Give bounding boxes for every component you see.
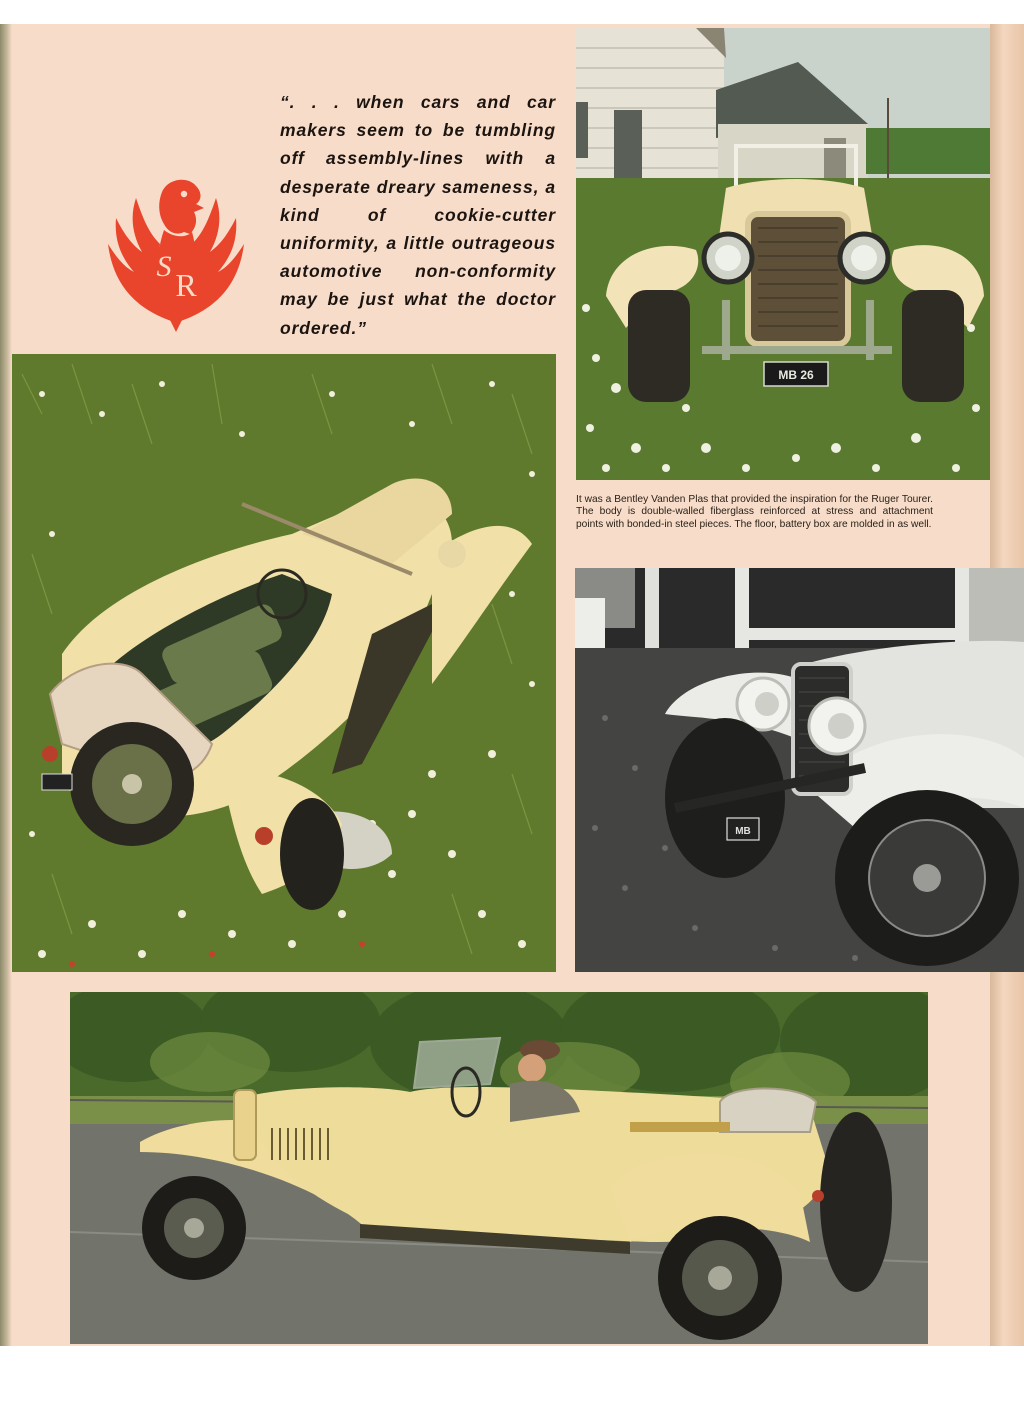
pull-quote: “. . . when cars and car makers seem to be tumbling off assembly-lines with a desperate dreary sameness, a kind of cookie-cutter uniformity, a little outrageous automotive non-conformity may be just what the doctor ordered.” [280,92,556,338]
svg-text:R: R [175,267,197,303]
svg-text:S: S [156,250,172,283]
car-driving-photo [70,992,928,1344]
car-front-quarter-bw-photo [575,568,1024,972]
page-edge [0,24,12,1346]
bottom-margin [0,1346,1024,1409]
license-plate-text: MB 26 [778,368,814,382]
bw-license-plate-text: MB [735,826,751,837]
ruger-eagle-logo-icon [104,172,248,334]
top-margin [0,0,1024,24]
photo-caption: It was a Bentley Vanden Plas that provided the inspiration for the Ruger Tourer. The body is double-walled fiberglass reinforced at stress and attachment points with bonded-in steel pieces. The floor, battery box are molded in as well. [576,494,933,530]
car-top-view-photo [12,354,556,972]
car-front-view-photo [576,28,990,480]
